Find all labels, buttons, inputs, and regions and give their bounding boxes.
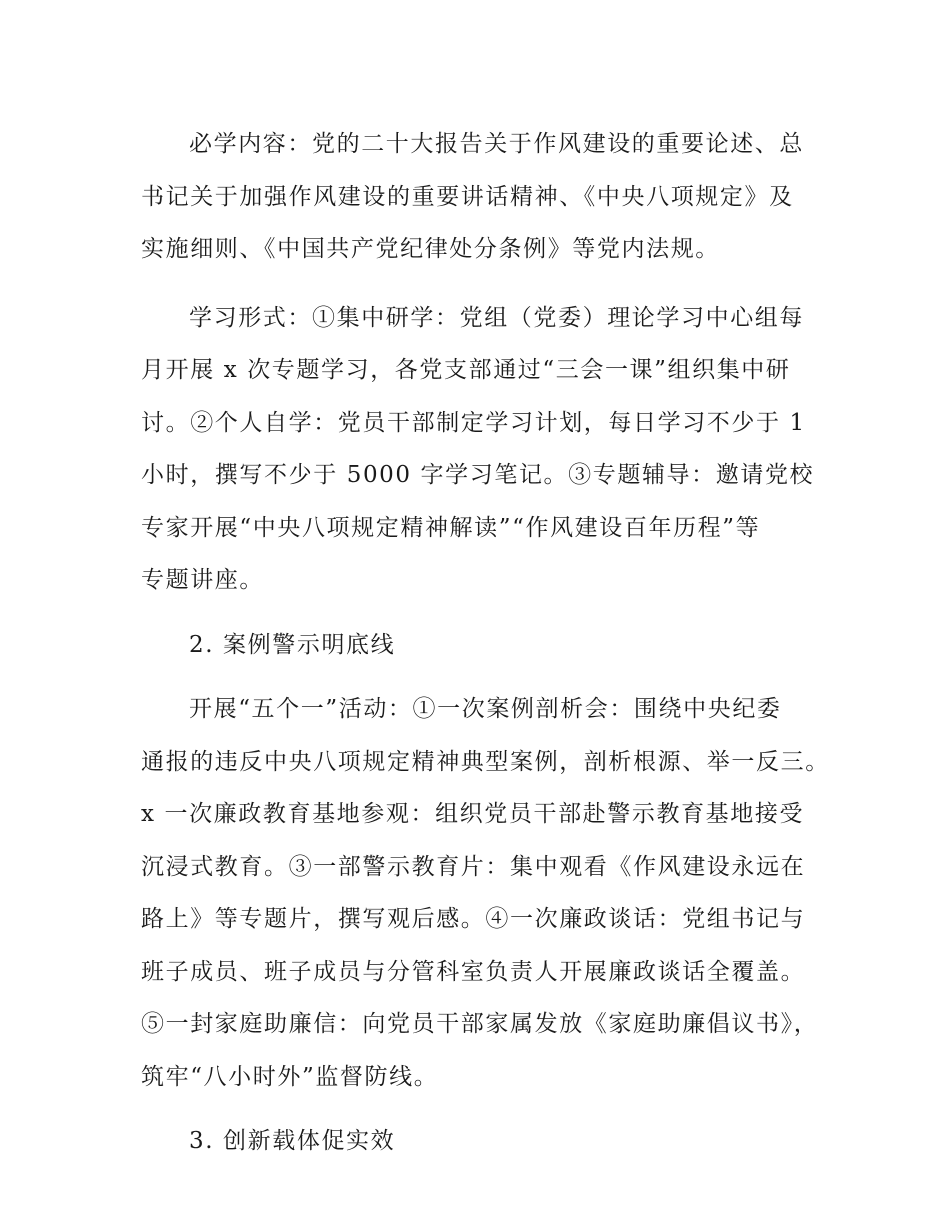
paragraph-gap xyxy=(141,276,813,292)
text-line: 开展“五个一”活动：①一次案例剖析会：围绕中央纪委 xyxy=(189,696,782,722)
document-body xyxy=(141,118,830,1168)
text-line: 专题讲座。 xyxy=(141,567,264,593)
section-heading: 2. 案例警示明底线 xyxy=(189,631,396,658)
text-line: 路上》等专题片，撰写观后感。④一次廉政谈话：党组书记与 xyxy=(141,906,806,932)
text-line: 班子成员、班子成员与分管科室负责人开展廉政谈话全覆盖。 xyxy=(141,958,806,985)
paragraph-gap xyxy=(141,607,813,619)
section-heading: 3. 创新载体促实效 xyxy=(189,1128,396,1154)
text-line: x 一次廉政教育基地参观：组织党员干部赴警示教育基地接受 xyxy=(141,801,805,827)
paragraph-required-content xyxy=(141,118,813,276)
paragraph-study-forms xyxy=(141,292,813,607)
text-line: 筑牢“八小时外”监督防线。 xyxy=(141,1063,439,1090)
text-line: 通报的违反中央八项规定精神典型案例，剖析根源、举一反三。 xyxy=(141,748,830,775)
text-line: 沉浸式教育。③一部警示教育片：集中观看《作风建设永远在 xyxy=(141,853,806,880)
paragraph-gap xyxy=(141,1103,813,1115)
text-line: 书记关于加强作风建设的重要讲话精神、《中央八项规定》及 xyxy=(141,183,794,210)
paragraph-five-ones xyxy=(141,683,830,1103)
paragraph-gap xyxy=(141,671,813,683)
text-line: 讨。②个人自学：党员干部制定学习计划，每日学习不少于 1 xyxy=(141,409,806,436)
text-line: ⑤一封家庭助廉信：向党员干部家属发放《家庭助廉倡议书》， xyxy=(141,1011,819,1037)
text-line: 月开展 x 次专题学习，各党支部通过“三会一课”组织集中研 xyxy=(141,357,791,383)
text-line: 专家开展“中央八项规定精神解读”“作风建设百年历程”等 xyxy=(141,514,761,541)
text-line: 实施细则、《中国共产党纪律处分条例》等党内法规。 xyxy=(141,236,720,262)
text-line: 学习形式：①集中研学：党组（党委）理论学习中心组每 xyxy=(189,304,804,331)
text-line: 必学内容：党的二十大报告关于作风建设的重要论述、总 xyxy=(189,131,804,157)
text-line: 小时，撰写不少于 5000 字学习笔记。③专题辅导：邀请党校 xyxy=(141,462,815,488)
